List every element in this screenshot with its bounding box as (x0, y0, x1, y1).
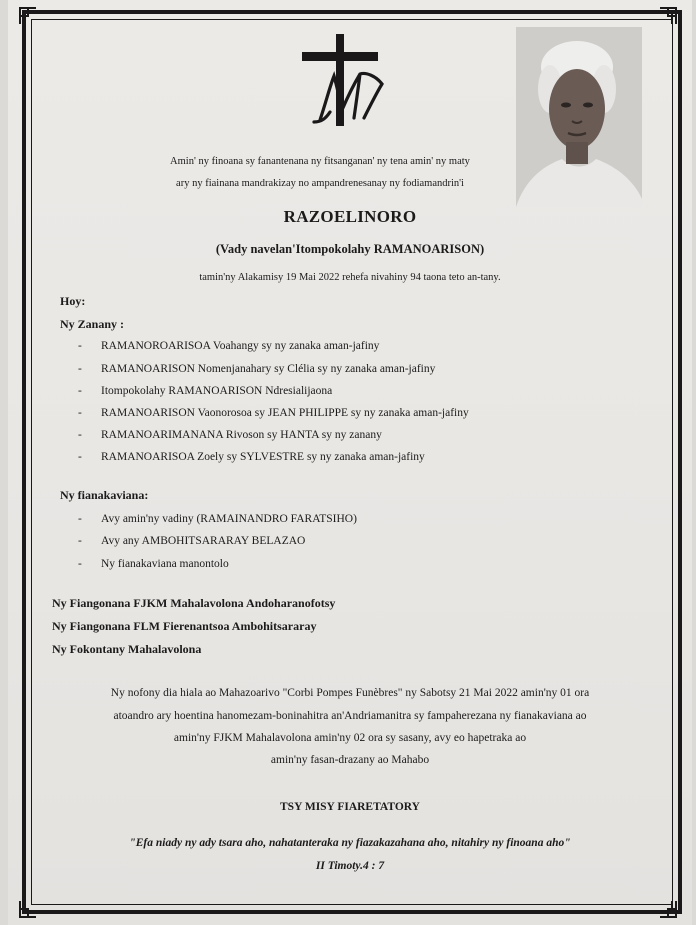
corner-ornament-top-left (18, 6, 38, 26)
zanany-label: Ny Zanany : (60, 317, 125, 331)
fianakaviana-label: Ny fianakaviana: (60, 488, 149, 502)
cross-monogram-icon (296, 32, 392, 132)
funeral-line-3: amin'ny FJKM Mahalavolona amin'ny 02 ora sy sasany, avy eo hapetraka ao (173, 732, 527, 744)
list-item: Avy any AMBOHITSARARAY BELAZAO (101, 535, 306, 547)
list-item: RAMANOROARISOA Voahangy sy ny zanaka aman-jafiny (101, 340, 380, 352)
list-item: RAMANOARISON Nomenjanahary sy Clélia sy ny zanaka aman-jafiny (101, 363, 436, 375)
list-item: RAMANOARISOA Zoely sy SYLVESTRE sy ny zanaka aman-jafiny (101, 451, 425, 463)
list-bullet: - (78, 513, 82, 525)
deceased-name: RAZOELINORO (283, 207, 417, 226)
list-bullet: - (78, 407, 82, 419)
funeral-line-4: amin'ny fasan-drazany ao Mahabo (270, 754, 430, 766)
list-bullet: - (78, 558, 82, 570)
list-bullet: - (78, 429, 82, 441)
list-item: Ny fianakaviana manontolo (101, 558, 229, 570)
list-bullet: - (78, 340, 82, 352)
list-item: Avy amin'ny vadiny (RAMAINANDRO FARATSIHO) (101, 513, 357, 525)
organization-line: Ny Fiangonana FLM Fierenantsoa Ambohitsararay (52, 619, 317, 633)
organization-line: Ny Fiangonana FJKM Mahalavolona Andoharanofotsy (52, 596, 336, 610)
no-viewing-notice: TSY MISY FIARETATORY (280, 801, 420, 813)
intro-line-2: ary ny fiainana mandrakizay no ampandrenesanay ny fodiamandrin'i (176, 178, 464, 189)
list-bullet: - (78, 535, 82, 547)
list-item: RAMANOARISON Vaonorosoa sy JEAN PHILIPPE sy ny zanaka aman-jafiny (101, 407, 469, 419)
list-item: Itompokolahy RAMANOARISON Ndresialijaona (101, 385, 333, 397)
bible-quote: "Efa niady ny ady tsara aho, nahatanteraka ny fiazakazahana aho, nitahiry ny finoana aho" (129, 837, 571, 849)
list-bullet: - (78, 363, 82, 375)
bible-reference: II Timoty.4 : 7 (315, 860, 385, 872)
corner-ornament-bottom-right (658, 899, 678, 919)
deceased-subtitle: (Vady navelan'Itompokolahy RAMANOARISON) (215, 242, 485, 256)
list-item: RAMANOARIMANANA Rivoson sy HANTA sy ny zanany (101, 429, 382, 441)
hoy-label: Hoy: (60, 294, 86, 308)
corner-ornament-bottom-left (18, 899, 38, 919)
portrait-photo (516, 27, 642, 207)
corner-ornament-top-right (658, 6, 678, 26)
list-bullet: - (78, 385, 82, 397)
funeral-line-1: Ny nofony dia hiala ao Mahazoarivo "Corbi Pompes Funèbres" ny Sabotsy 21 Mai 2022 amin'ny 01 ora (110, 687, 590, 699)
intro-line-1: Amin' ny finoana sy fanantenana ny fitsanganan' ny tena amin' ny maty (170, 156, 470, 167)
list-bullet: - (78, 451, 82, 463)
organization-line: Ny Fokontany Mahalavolona (52, 642, 202, 656)
death-date-line: tamin'ny Alakamisy 19 Mai 2022 rehefa nivahiny 94 taona teto an-tany. (199, 272, 501, 283)
funeral-line-2: atoandro ary hoentina hanomezam-boninahitra an'Andriamanitra sy fampaherezana ny fianakaviana ao (113, 710, 587, 722)
